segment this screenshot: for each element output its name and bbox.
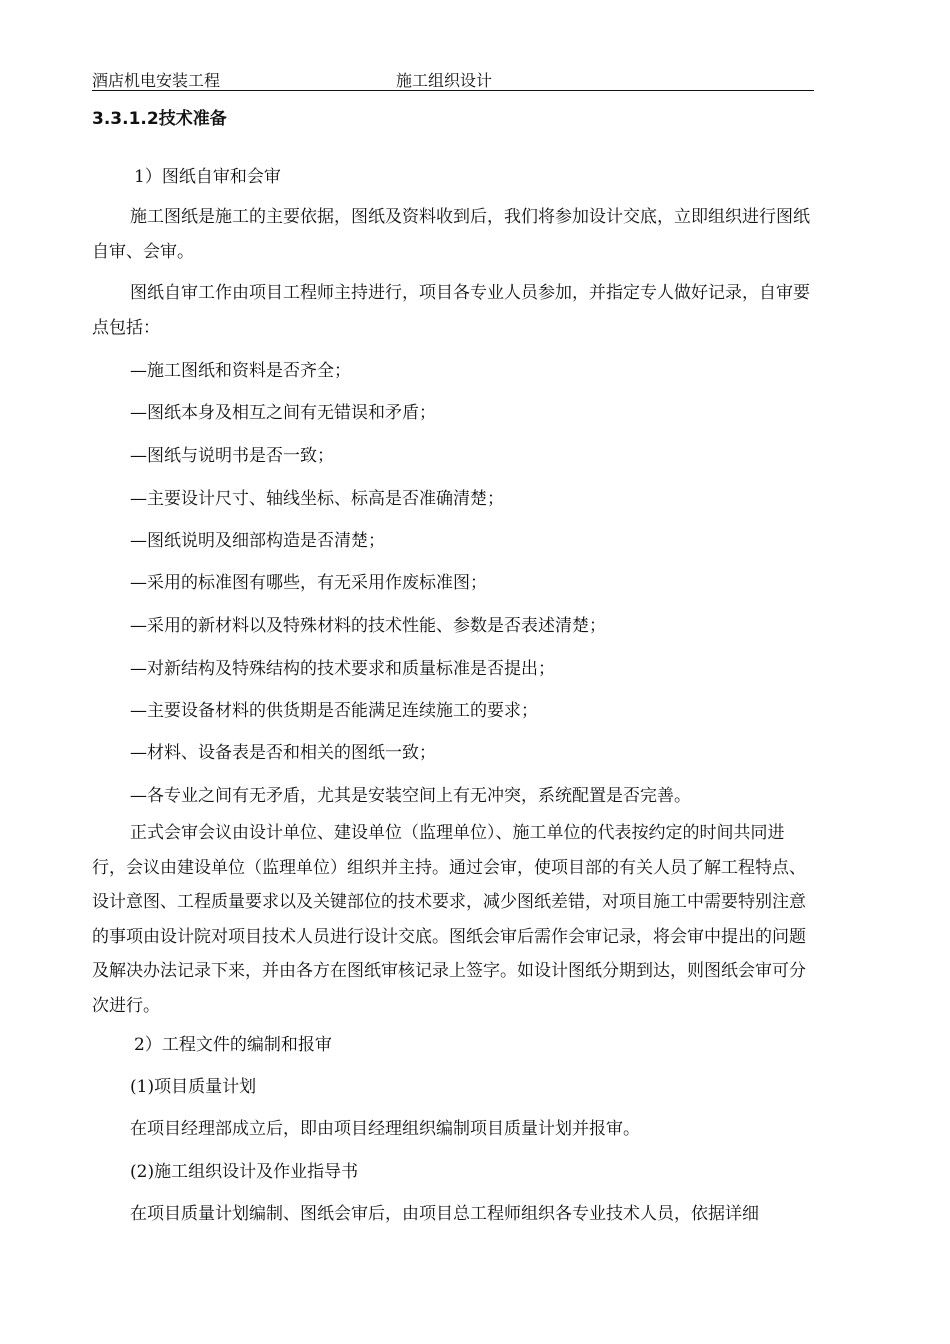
list-item: —主要设备材料的供货期是否能满足连续施工的要求； (130, 701, 538, 721)
header-document-title: 施工组织设计 (396, 71, 493, 90)
subsection-item: (2)施工组织设计及作业指导书 (130, 1162, 359, 1182)
list-item: —图纸说明及细部构造是否清楚； (130, 531, 385, 551)
list-item: —材料、设备表是否和相关的图纸一致； (130, 743, 436, 763)
list-item: —图纸与说明书是否一致； (130, 446, 334, 466)
list-item: —图纸本身及相互之间有无错误和矛盾； (130, 403, 436, 423)
page-header (92, 66, 814, 91)
paragraph: 正式会审会议由设计单位、建设单位（监理单位）、施工单位的代表按约定的时间共同进行，会议由建设单位（监理单位）组织并主持。通过会审，使项目部的有关人员了解工程特点、设计意图、工程质量要求以及关键部位的技术要求，减少图纸差错，对项目施工中需要特别注意的事项由设计院对项目技术人员进行设计交底。图纸会审后需作会审记录，将会审中提出的问题及解决办法记录下来，并由各方在图纸审核记录上签字。如设计图纸分期到达，则图纸会审可分次进行。 (92, 823, 806, 1016)
paragraph: 图纸自审工作由项目工程师主持进行，项目各专业人员参加，并指定专人做好记录，自审要点包括： (92, 283, 810, 338)
list-item: —采用的标准图有哪些，有无采用作废标准图； (130, 573, 487, 593)
subsection-title: 2）工程文件的编制和报审 (134, 1035, 332, 1055)
subsection-item: (1)项目质量计划 (130, 1077, 257, 1097)
list-item: —采用的新材料以及特殊材料的技术性能、参数是否表述清楚； (130, 616, 606, 636)
paragraph: 施工图纸是施工的主要依据，图纸及资料收到后，我们将参加设计交底，立即组织进行图纸自审、会审。 (92, 207, 810, 262)
subsection-title: 1）图纸自审和会审 (134, 167, 281, 187)
header-project-name: 酒店机电安装工程 (92, 71, 221, 90)
list-item: —施工图纸和资料是否齐全； (130, 361, 351, 381)
paragraph: 在项目质量计划编制、图纸会审后，由项目总工程师组织各专业技术人员，依据详细 (130, 1204, 759, 1224)
list-item: —主要设计尺寸、轴线坐标、标高是否准确清楚； (130, 489, 504, 509)
paragraph: 在项目经理部成立后，即由项目经理组织编制项目质量计划并报审。 (130, 1119, 640, 1139)
list-item: —各专业之间有无矛盾，尤其是安装空间上有无冲突，系统配置是否完善。 (130, 786, 691, 806)
section-heading: 3.3.1.2技术准备 (92, 109, 227, 129)
list-item: —对新结构及特殊结构的技术要求和质量标准是否提出； (130, 659, 555, 679)
